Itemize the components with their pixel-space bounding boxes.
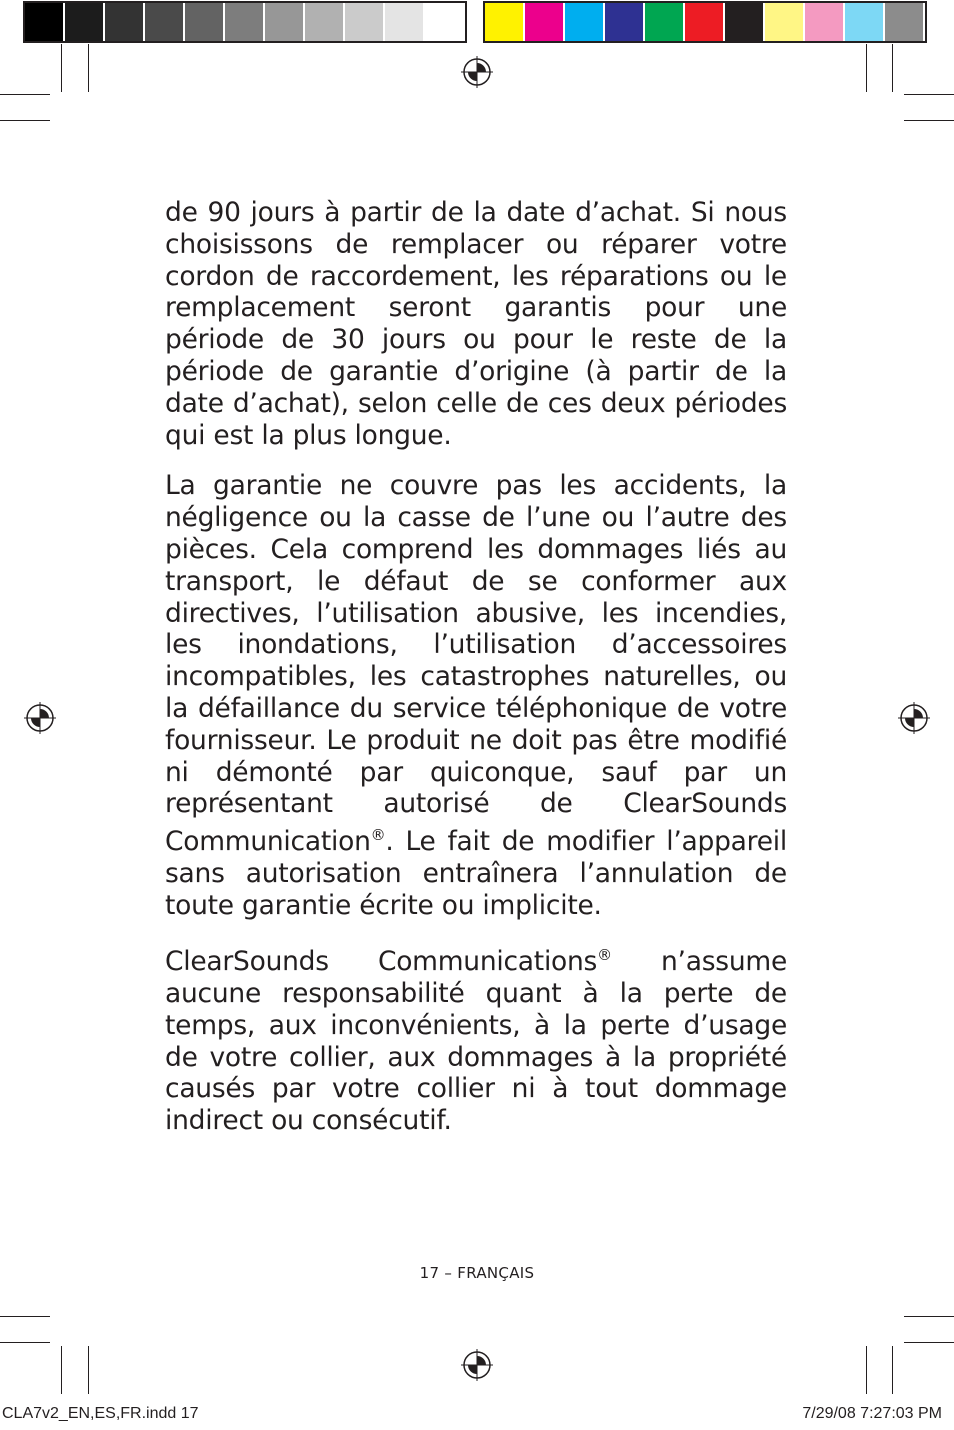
crop-mark [904, 1316, 954, 1317]
crop-mark [88, 1346, 89, 1394]
crop-mark [0, 1342, 50, 1343]
color-swatch [565, 3, 603, 41]
color-swatch [305, 3, 343, 41]
text-run: ClearSounds Communications [165, 946, 598, 978]
crop-mark [0, 94, 50, 95]
crop-mark [904, 120, 954, 121]
registration-mark-icon [898, 702, 930, 734]
grayscale-color-bar [25, 3, 465, 41]
color-swatch [105, 3, 143, 41]
crop-mark [61, 1346, 62, 1394]
paragraph-liability [165, 940, 787, 1137]
crop-mark [0, 120, 50, 121]
color-swatch [765, 3, 803, 41]
color-swatch [685, 3, 723, 41]
page-folio: 17 – FRANÇAIS [419, 1264, 535, 1282]
crop-mark [892, 44, 893, 92]
color-swatch [25, 3, 63, 41]
color-swatch [485, 3, 523, 41]
color-swatch [425, 3, 463, 41]
color-swatch [525, 3, 563, 41]
crop-mark [88, 44, 89, 92]
paragraph-exclusions [165, 470, 787, 921]
registered-mark: ® [370, 826, 386, 845]
color-swatch [65, 3, 103, 41]
crop-mark [904, 94, 954, 95]
registered-mark: ® [597, 946, 612, 965]
crop-mark [904, 1342, 954, 1343]
color-swatch [805, 3, 843, 41]
paragraph-repair-period: de 90 jours à partir de la date d’achat. Si nous choisissons de remplacer ou réparer votre cordon de raccordement, les réparations ou le remplacement seront garantis pour une période de 30 jours ou pour le reste de la période de garantie d’origine (à partir de la date d’achat), selon celle de ces deux périodes qui est la plus longue. [165, 197, 787, 451]
color-swatch [265, 3, 303, 41]
process-color-bar [485, 3, 925, 41]
color-swatch [845, 3, 883, 41]
color-swatch [145, 3, 183, 41]
crop-mark [892, 1346, 893, 1394]
warranty-text [165, 197, 787, 1156]
color-swatch [225, 3, 263, 41]
text-run: La garantie ne couvre pas les accidents, la négligence ou la casse de l’une ou l’autre des pièces. Cela comprend les dommages liés au transport, le défaut de se conformer aux directives, l’utilisation abusive, les incendies, les inondations, l’utilisation d’accessoires incompatibles, les catastrophes naturelles, ou la défaillance du service téléphonique de votre fournisseur. Le produit ne doit pas être modifié ni démonté par quiconque, sauf par un représentant autorisé de ClearSounds Communication [165, 470, 787, 857]
text-run: n’assume aucune responsabilité quant à la perte de temps, aux inconvénients, à la perte d’usage de votre collier, aux dommages à la propriété causés par votre collier ni à tout dommage indirect ou consécutif. [165, 946, 787, 1137]
color-swatch [645, 3, 683, 41]
crop-mark [0, 1316, 50, 1317]
color-swatch [605, 3, 643, 41]
registration-mark-icon [461, 56, 493, 88]
color-swatch [885, 3, 923, 41]
slug-filename: CLA7v2_EN,ES,FR.indd 17 [2, 1405, 199, 1422]
slug-timestamp: 7/29/08 7:27:03 PM [802, 1405, 942, 1422]
color-swatch [725, 3, 763, 41]
registration-mark-icon [461, 1349, 493, 1381]
crop-mark [61, 44, 62, 92]
color-swatch [385, 3, 423, 41]
color-swatch [345, 3, 383, 41]
crop-mark [866, 44, 867, 92]
crop-mark [866, 1346, 867, 1394]
registration-mark-icon [24, 702, 56, 734]
text-run: . Le fait de modifier l’appareil sans autorisation entraînera l’annulation de toute garantie écrite ou implicite. [165, 825, 787, 921]
color-swatch [185, 3, 223, 41]
